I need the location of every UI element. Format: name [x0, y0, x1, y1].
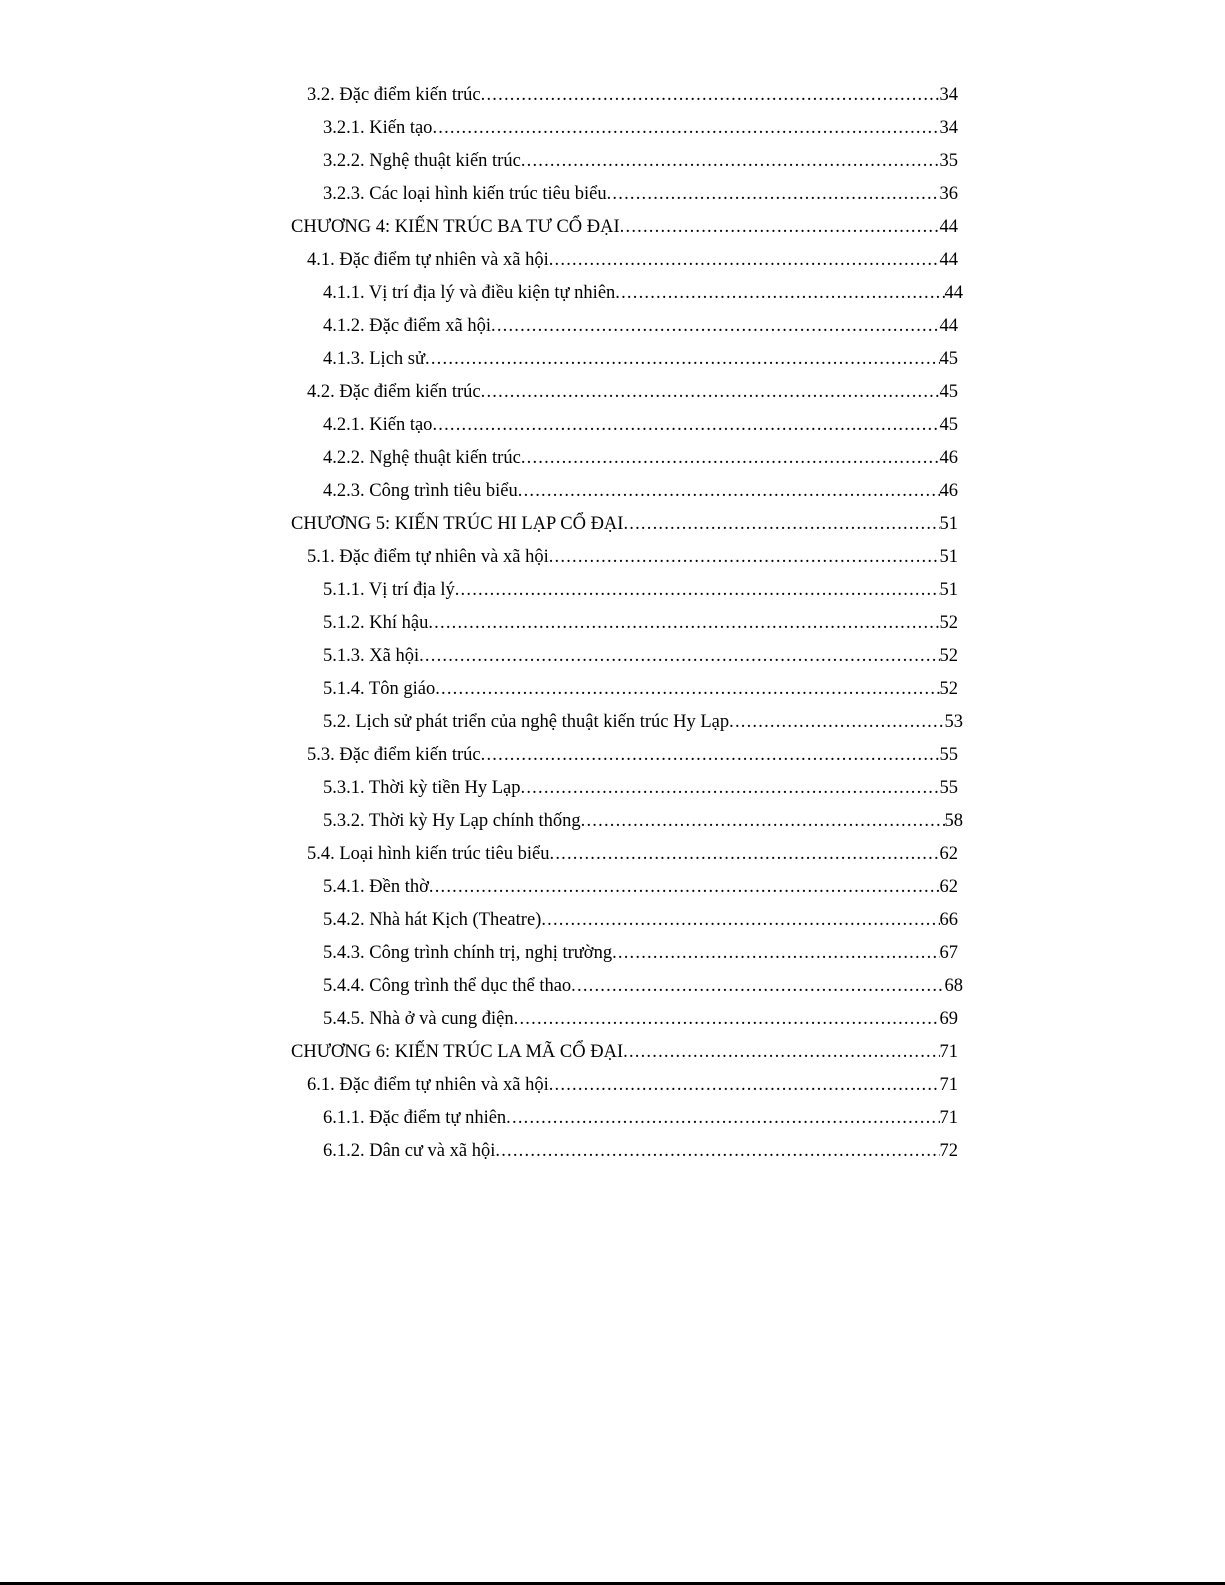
toc-entry-title: 5.4.5. Nhà ở và cung điện [323, 1009, 514, 1029]
toc-entry-title: 5.1. Đặc điểm tự nhiên và xã hội [307, 547, 549, 567]
toc-entry-title: 5.4.3. Công trình chính trị, nghị trường [323, 943, 613, 963]
toc-entry-title: 5.4.4. Công trình thể dục thể thao [323, 976, 572, 996]
toc-entry-title: 3.2.2. Nghệ thuật kiến trúc [323, 151, 521, 171]
dot-leader [549, 1069, 940, 1102]
toc-entry-page: 44 [939, 217, 958, 237]
toc-entry-5-3[interactable] [307, 739, 958, 772]
toc-entry-title: 4.2.1. Kiến tạo [323, 415, 433, 435]
toc-entry-5-4-4[interactable] [323, 970, 963, 1003]
toc-entry-title: 6.1.2. Dân cư và xã hội [323, 1141, 496, 1161]
dot-leader [615, 277, 944, 310]
toc-entry-title: 5.1.3. Xã hội [323, 646, 420, 666]
dot-leader [481, 739, 940, 772]
toc-entry-page: 34 [939, 85, 958, 105]
dot-leader [419, 640, 939, 673]
toc-entry-title: 6.1.1. Đặc điểm tự nhiên [323, 1108, 507, 1128]
toc-entry-title: 6.1. Đặc điểm tự nhiên và xã hội [307, 1075, 549, 1095]
toc-entry-title: CHƯƠNG 4: KIẾN TRÚC BA TƯ CỔ ĐẠI [291, 217, 620, 237]
toc-entry-page: 44 [944, 283, 963, 303]
dot-leader [623, 1036, 939, 1069]
dot-leader [549, 541, 940, 574]
toc-entry-5-2[interactable] [323, 706, 963, 739]
toc-entry-title: 5.2. Lịch sử phát triển của nghệ thuật kiến trúc Hy Lạp [323, 712, 730, 732]
toc-entry-title: 3.2. Đặc điểm kiến trúc [307, 85, 481, 105]
toc-entry-5-3-2[interactable] [323, 805, 963, 838]
toc-entry-5-4[interactable] [307, 838, 958, 871]
toc-entry-title: 3.2.3. Các loại hình kiến trúc tiêu biểu [323, 184, 607, 204]
dot-leader [455, 574, 940, 607]
toc-entry-chapter-4[interactable] [291, 211, 958, 244]
dot-leader [620, 211, 940, 244]
toc-entry-page: 66 [939, 910, 958, 930]
toc-entry-5-1[interactable] [307, 541, 958, 574]
toc-entry-page: 45 [939, 349, 958, 369]
toc-entry-page: 52 [939, 646, 958, 666]
toc-entry-page: 58 [944, 811, 963, 831]
toc-entry-title: 4.2. Đặc điểm kiến trúc [307, 382, 481, 402]
toc-entry-4-2-1[interactable] [323, 409, 958, 442]
dot-leader [521, 772, 940, 805]
toc-entry-5-1-4[interactable] [323, 673, 958, 706]
dot-leader [612, 937, 939, 970]
table-of-contents [0, 79, 1225, 1168]
toc-entry-title: 4.1. Đặc điểm tự nhiên và xã hội [307, 250, 549, 270]
toc-entry-3-2-1[interactable] [323, 112, 958, 145]
toc-entry-page: 62 [939, 844, 958, 864]
dot-leader [491, 310, 940, 343]
toc-entry-title: 4.2.3. Công trình tiêu biểu [323, 481, 518, 501]
dot-leader [521, 442, 940, 475]
dot-leader [425, 343, 939, 376]
dot-leader [435, 673, 939, 706]
toc-entry-4-1-3[interactable] [323, 343, 958, 376]
toc-entry-page: 72 [939, 1141, 958, 1161]
toc-entry-title: 5.4. Loại hình kiến trúc tiêu biểu [307, 844, 550, 864]
toc-entry-title: 5.1.1. Vị trí địa lý [323, 580, 455, 600]
toc-entry-title: 5.1.4. Tôn giáo [323, 679, 436, 699]
toc-entry-5-4-2[interactable] [323, 904, 958, 937]
toc-entry-5-4-3[interactable] [323, 937, 958, 970]
toc-entry-page: 46 [939, 481, 958, 501]
dot-leader [521, 145, 940, 178]
toc-entry-page: 71 [939, 1108, 958, 1128]
dot-leader [514, 1003, 940, 1036]
dot-leader [549, 244, 940, 277]
toc-entry-page: 68 [944, 976, 963, 996]
dot-leader [481, 376, 940, 409]
toc-entry-5-3-1[interactable] [323, 772, 958, 805]
toc-entry-5-1-1[interactable] [323, 574, 958, 607]
toc-entry-title: 5.1.2. Khí hậu [323, 613, 429, 633]
toc-entry-title: 4.2.2. Nghệ thuật kiến trúc [323, 448, 521, 468]
dot-leader [541, 904, 939, 937]
toc-entry-page: 36 [939, 184, 958, 204]
dot-leader [432, 112, 939, 145]
toc-entry-5-4-1[interactable] [323, 871, 958, 904]
toc-entry-title: CHƯƠNG 5: KIẾN TRÚC HI LẠP CỔ ĐẠI [291, 514, 624, 534]
toc-entry-page: 51 [939, 580, 958, 600]
dot-leader [432, 409, 939, 442]
dot-leader [581, 805, 945, 838]
toc-entry-page: 45 [939, 382, 958, 402]
toc-entry-page: 53 [944, 712, 963, 732]
toc-entry-title: 5.4.2. Nhà hát Kịch (Theatre) [323, 910, 542, 930]
toc-entry-5-1-2[interactable] [323, 607, 958, 640]
toc-entry-page: 34 [939, 118, 958, 138]
toc-entry-page: 71 [939, 1042, 958, 1062]
toc-entry-4-1-1[interactable] [323, 277, 963, 310]
toc-entry-page: 52 [939, 613, 958, 633]
toc-entry-page: 46 [939, 448, 958, 468]
dot-leader [429, 871, 940, 904]
toc-entry-4-2-3[interactable] [323, 475, 958, 508]
toc-entry-page: 71 [939, 1075, 958, 1095]
toc-entry-page: 55 [939, 778, 958, 798]
dot-leader [518, 475, 940, 508]
toc-entry-page: 62 [939, 877, 958, 897]
dot-leader [607, 178, 940, 211]
toc-entry-page: 44 [939, 250, 958, 270]
toc-entry-page: 51 [939, 547, 958, 567]
toc-entry-title: 3.2.1. Kiến tạo [323, 118, 433, 138]
toc-entry-page: 35 [939, 151, 958, 171]
toc-entry-title: 4.1.1. Vị trí địa lý và điều kiện tự nhiên [323, 283, 616, 303]
toc-entry-5-4-5[interactable] [323, 1003, 958, 1036]
toc-entry-chapter-5[interactable] [291, 508, 958, 541]
toc-entry-3-2-3[interactable] [323, 178, 958, 211]
toc-entry-6-1-2[interactable] [323, 1135, 958, 1168]
toc-entry-page: 44 [939, 316, 958, 336]
toc-entry-title: 5.3.1. Thời kỳ tiền Hy Lạp [323, 778, 521, 798]
toc-entry-3-2-2[interactable] [323, 145, 958, 178]
toc-entry-title: 4.1.3. Lịch sử [323, 349, 426, 369]
toc-entry-page: 52 [939, 679, 958, 699]
toc-entry-page: 67 [939, 943, 958, 963]
toc-entry-4-2-2[interactable] [323, 442, 958, 475]
toc-entry-6-1-1[interactable] [323, 1102, 958, 1135]
toc-entry-3-2[interactable] [307, 79, 958, 112]
toc-entry-page: 55 [939, 745, 958, 765]
toc-entry-title: 5.3. Đặc điểm kiến trúc [307, 745, 481, 765]
dot-leader [481, 79, 940, 112]
toc-entry-chapter-6[interactable] [291, 1036, 958, 1069]
dot-leader [506, 1102, 939, 1135]
toc-entry-title: CHƯƠNG 6: KIẾN TRÚC LA MÃ CỔ ĐẠI [291, 1042, 624, 1062]
toc-entry-title: 4.1.2. Đặc điểm xã hội [323, 316, 491, 336]
dot-leader [571, 970, 944, 1003]
dot-leader [428, 607, 939, 640]
toc-entry-4-1[interactable] [307, 244, 958, 277]
dot-leader [623, 508, 939, 541]
toc-entry-page: 45 [939, 415, 958, 435]
toc-entry-title: 5.3.2. Thời kỳ Hy Lạp chính thống [323, 811, 581, 831]
toc-entry-page: 51 [939, 514, 958, 534]
dot-leader [550, 838, 940, 871]
toc-entry-title: 5.4.1. Đền thờ [323, 877, 429, 897]
toc-entry-page: 69 [939, 1009, 958, 1029]
toc-entry-6-1[interactable] [307, 1069, 958, 1102]
dot-leader [729, 706, 944, 739]
toc-entry-4-2[interactable] [307, 376, 958, 409]
toc-entry-4-1-2[interactable] [323, 310, 958, 343]
dot-leader [495, 1135, 939, 1168]
toc-entry-5-1-3[interactable] [323, 640, 958, 673]
